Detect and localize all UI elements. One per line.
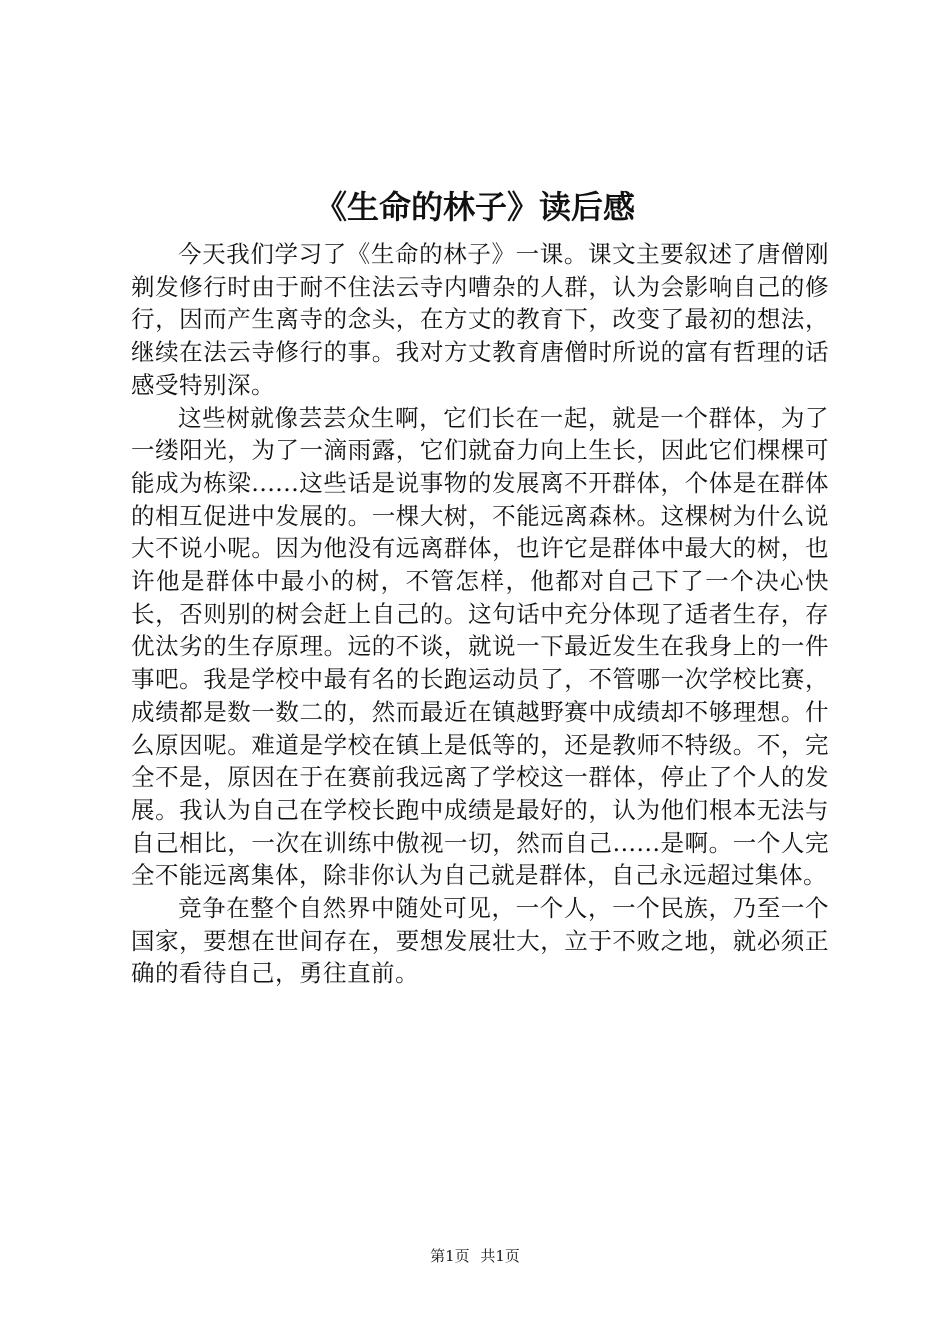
document-body bbox=[131, 238, 829, 990]
paragraph-3: 竞争在整个自然界中随处可见，一个人，一个民族，乃至一个国家，要想在世间存在，要想发展壮大，立于不败之地，就必须正确的看待自己，勇往直前。 bbox=[131, 894, 829, 988]
paragraph-2: 这些树就像芸芸众生啊，它们长在一起，就是一个群体，为了一缕阳光，为了一滴雨露，它们就奋力向上生长，因此它们棵棵可能成为栋梁......这些话是说事物的发展离不开群体，个体是在群体的相互促进中发展的。一棵大树，不能远离森林。这棵树为什么说大不说小呢。因为他没有远离群体，也许它是群体中最大的树，也许他是群体中最小的树，不管怎样，他都对自己下了一个决心快长，否则别的树会赶上自己的。这句话中充分体现了适者生存，存优汰劣的生存原理。远的不谈，就说一下最近发生在我身上的一件事吧。我是学校中最有名的长跑运动员了，不管哪一次学校比赛，成绩都是数一数二的，然而最近在镇越野赛中成绩却不够理想。什么原因呢。难道是学校在镇上是低等的，还是教师不特级。不，完全不是，原因在于在赛前我远离了学校这一群体，停止了个人的发展。我认为自己在学校长跑中成绩是最好的，认为他们根本无法与自己相比，一次在训练中傲视一切，然而自己......是啊。一个人完全不能远离集体，除非你认为自己就是群体，自己永远超过集体。 bbox=[131, 403, 829, 890]
document-title: 《生命的林子》读后感 bbox=[314, 188, 635, 226]
page-total: 共1页 bbox=[480, 1247, 520, 1265]
paragraph-1: 今天我们学习了《生命的林子》一课。课文主要叙述了唐僧刚剃发修行时由于耐不住法云寺内嘈杂的人群，认为会影响自己的修行，因而产生离寺的念头，在方丈的教育下，改变了最初的想法，继续在法云寺修行的事。我对方丈教育唐僧时所说的富有哲理的话感受特别深。 bbox=[131, 240, 829, 399]
page-number: 第1页 bbox=[430, 1247, 470, 1265]
page-footer bbox=[0, 1246, 950, 1266]
